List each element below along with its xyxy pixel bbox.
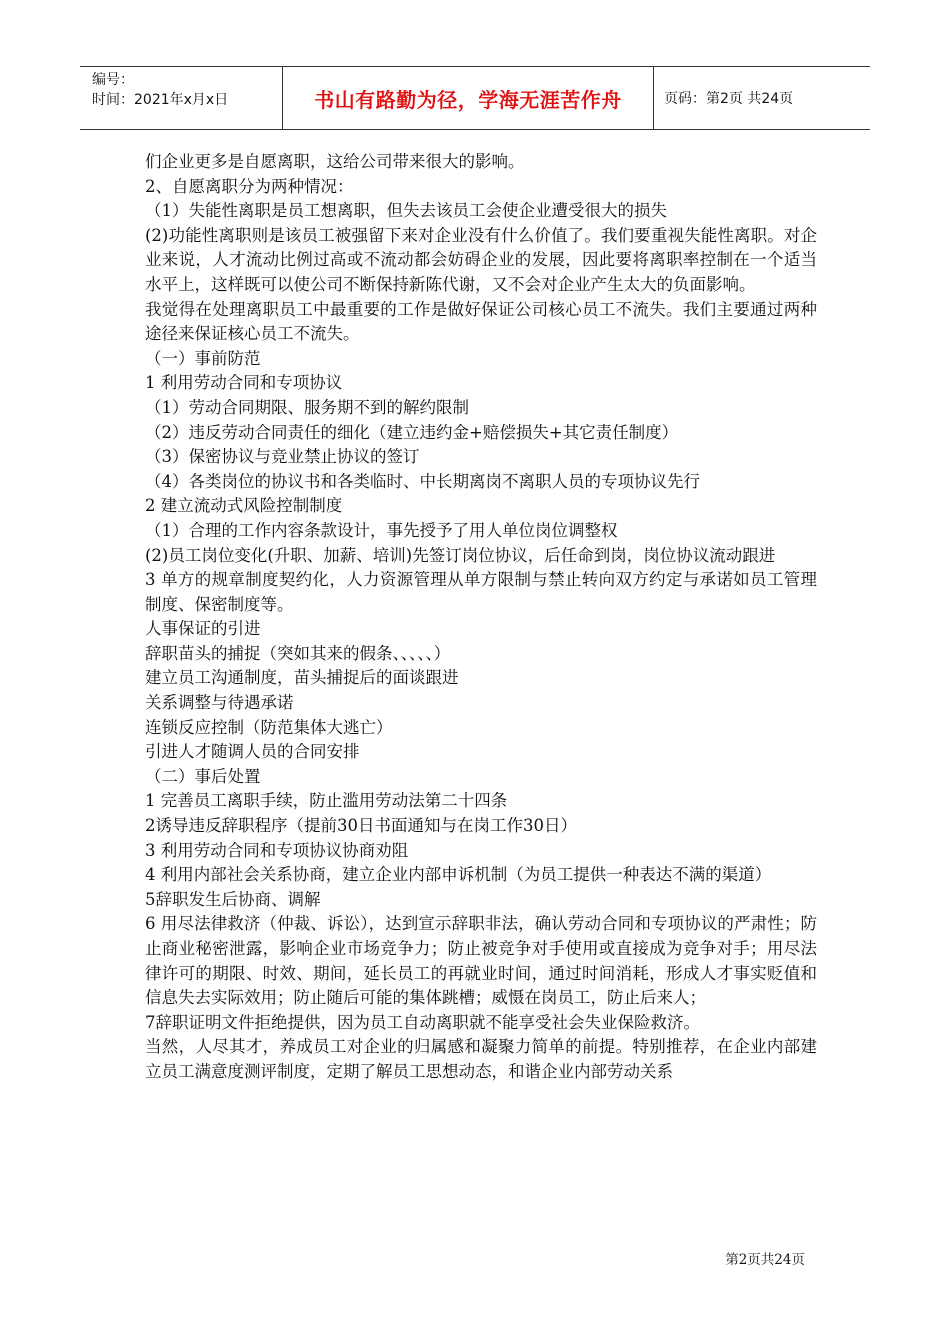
paragraph: 3 单方的规章制度契约化，人力资源管理从单方限制与禁止转向双方约定与承诺如员工管理制度、保密制度等。 [145, 570, 817, 614]
paragraph: （4）各类岗位的协议书和各类临时、中长期离岗不离职人员的专项协议先行 [145, 471, 700, 491]
paragraph: 当然，人尽其才，养成员工对企业的归属感和凝聚力简单的前提。特别推荐，在企业内部建立员工满意度测评制度，定期了解员工思想动态，和谐企业内部劳动关系 [145, 1037, 817, 1081]
section-heading: （一）事前防范 [145, 348, 261, 368]
paragraph: 2 建立流动式风险控制制度 [145, 496, 343, 516]
document-number-label: 编号： [92, 72, 134, 88]
paragraph: 5辞职发生后协商、调解 [145, 889, 321, 909]
paragraph: 7辞职证明文件拒绝提供，因为员工自动离职就不能享受社会失业保险救济。 [145, 1012, 700, 1032]
paragraph: 人事保证的引进 [145, 619, 261, 639]
paragraph: 辞职苗头的捕捉（突如其来的假条、、、、、） [145, 643, 451, 663]
paragraph: (2)功能性离职则是该员工被强留下来对企业没有什么价值了。我们要重视失能性离职。对企业来说，人才流动比例过高或不流动都会妨碍企业的发展，因此要将离职率控制在一个适当水平上，这样既可以使公司不断保持新陈代谢，又不会对企业产生太大的负面影响。 [145, 225, 817, 294]
page-header [80, 66, 870, 130]
paragraph: 3 利用劳动合同和专项协议协商劝阻 [145, 840, 409, 860]
paragraph: （1）劳动合同期限、服务期不到的解约限制 [145, 397, 469, 417]
paragraph: 4 利用内部社会关系协商，建立企业内部申诉机制（为员工提供一种表达不满的渠道） [145, 865, 772, 885]
document-time-label: 时间：2021年x月x日 [92, 92, 229, 108]
header-page-code: 页码：第2页 共24页 [664, 91, 794, 107]
header-meta [80, 67, 282, 129]
paragraph: 2诱导违反辞职程序（提前30日书面通知与在岗工作30日） [145, 816, 577, 836]
paragraph: 1 完善员工离职手续，防止滥用劳动法第二十四条 [145, 791, 508, 811]
document-body [145, 150, 817, 1085]
paragraph: 关系调整与待遇承诺 [145, 693, 294, 713]
paragraph: 6 用尽法律救济（仲裁、诉讼），达到宣示辞职非法，确认劳动合同和专项协议的严肃性；防止商业秘密泄露，影响企业市场竞争力；防止被竞争对手使用或直接成为竞争对手；用尽法律许可的期限、时效、期间，延长员工的再就业时间，通过时间消耗，形成人才事实贬值和信息失去实际效用；防止随后可能的集体跳槽；威慑在岗员工，防止后来人； [145, 914, 817, 1008]
paragraph: 1 利用劳动合同和专项协议 [145, 373, 343, 393]
paragraph: （2）违反劳动合同责任的细化（建立违约金+赔偿损失+其它责任制度） [145, 422, 679, 442]
page-footer: 第2页共24页 [725, 1252, 805, 1268]
paragraph: (2)员工岗位变化(升职、加薪、培训)先签订岗位协议，后任命到岗，岗位协议流动跟进 [145, 545, 776, 565]
paragraph: （1）失能性离职是员工想离职，但失去该员工会使企业遭受很大的损失 [145, 201, 667, 221]
section-heading: （二）事后处置 [145, 766, 261, 786]
paragraph: 2、自愿离职分为两种情况： [145, 176, 354, 196]
paragraph: （3）保密协议与竞业禁止协议的签订 [145, 447, 420, 467]
paragraph: （1）合理的工作内容条款设计，事先授予了用人单位岗位调整权 [145, 520, 618, 540]
paragraph: 建立员工沟通制度，苗头捕捉后的面谈跟进 [145, 668, 459, 688]
paragraph: 连锁反应控制（防范集体大逃亡） [145, 717, 393, 737]
paragraph: 我觉得在处理离职员工中最重要的工作是做好保证公司核心员工不流失。我们主要通过两种途径来保证核心员工不流失。 [145, 299, 817, 344]
paragraph: 们企业更多是自愿离职，这给公司带来很大的影响。 [145, 152, 525, 171]
header-motto: 书山有路勤为径，学海无涯苦作舟 [282, 67, 654, 129]
paragraph: 引进人才随调人员的合同安排 [145, 742, 360, 762]
